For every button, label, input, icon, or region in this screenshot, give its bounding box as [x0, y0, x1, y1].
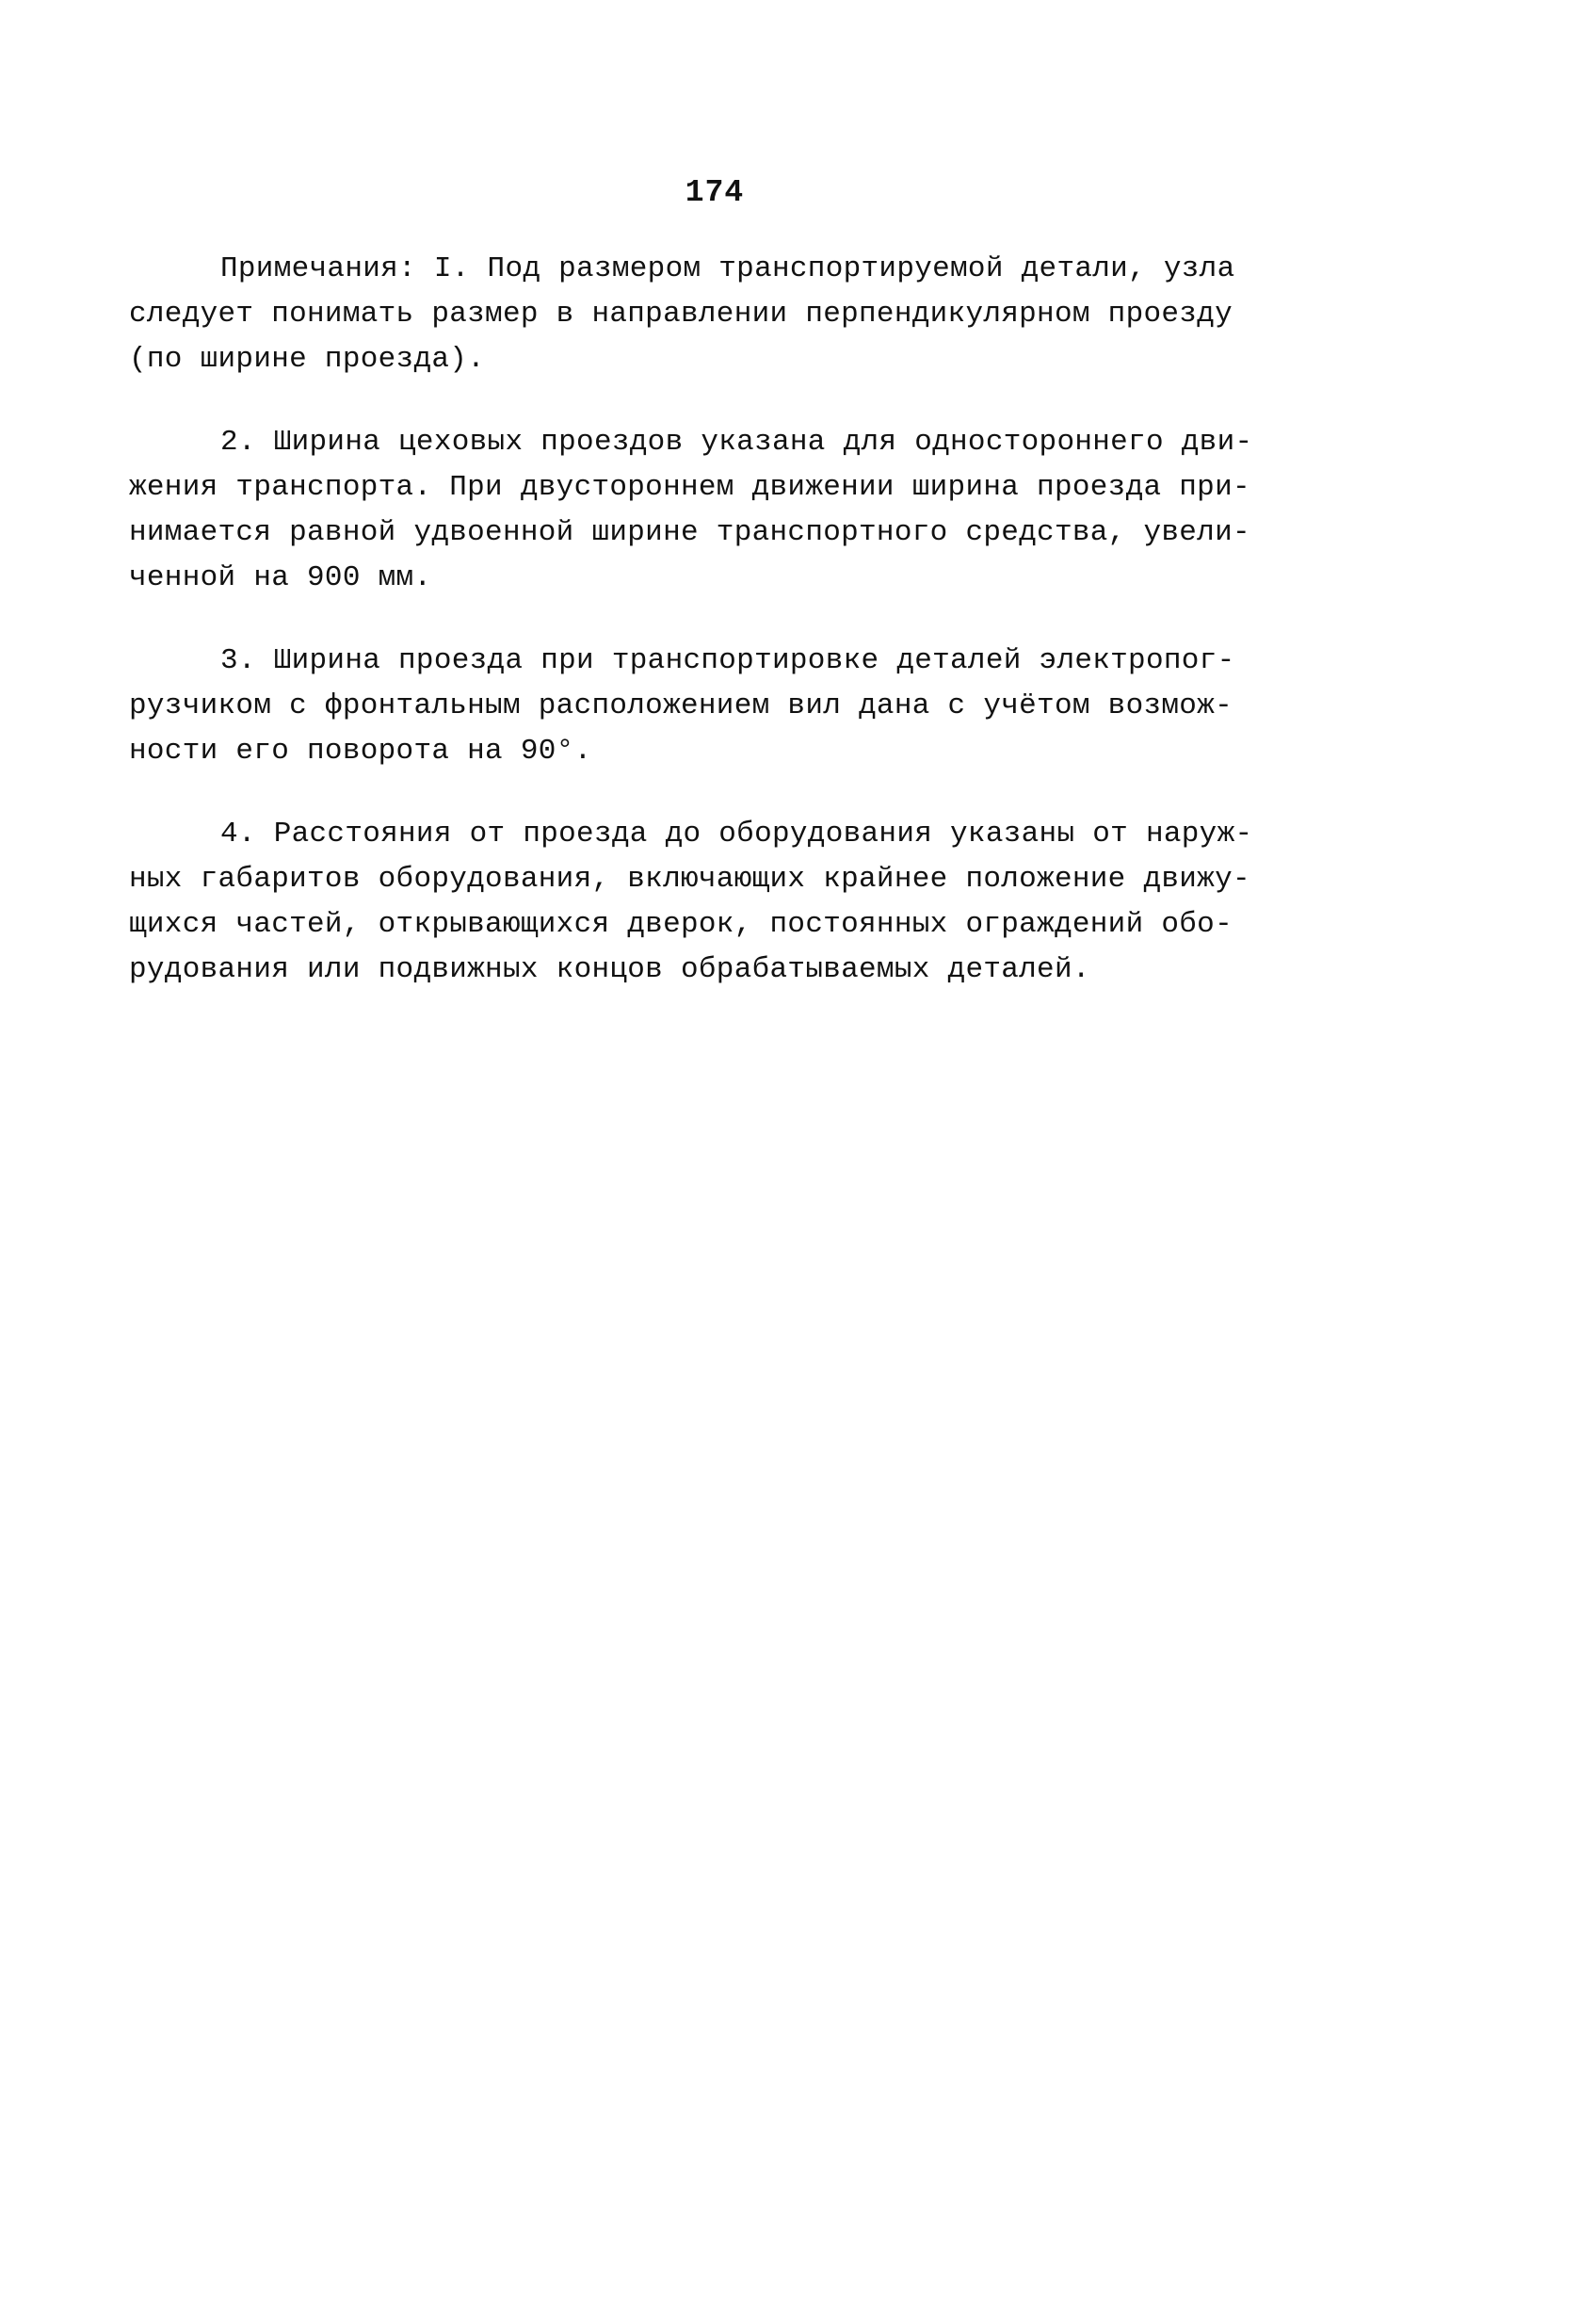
notes-section [129, 247, 1285, 1030]
note-2-line-2: жения транспорта. При двустороннем движении ширина проезда при- [129, 471, 1250, 504]
note-4-line-2: ных габаритов оборудования, включающих крайнее положение движу- [129, 863, 1250, 896]
note-2-line-3: нимается равной удвоенной ширине транспортного средства, увели- [129, 516, 1250, 549]
note-4-line-3: щихся частей, открывающихся дверок, постоянных ограждений обо- [129, 908, 1233, 941]
note-4-line-1: 4. Расстояния от проезда до оборудования указаны от наруж- [220, 818, 1253, 851]
note-1 [129, 247, 1285, 382]
note-3-line-3: ности его поворота на 90°. [129, 735, 592, 768]
note-4 [129, 812, 1285, 993]
note-1-line-3: (по ширине проезда). [129, 343, 486, 376]
note-3 [129, 639, 1285, 774]
note-3-line-1: 3. Ширина проезда при транспортировке деталей электропог- [220, 644, 1235, 677]
note-2-line-1: 2. Ширина цеховых проездов указана для одностороннего дви- [220, 426, 1253, 459]
note-2-line-4: ченной на 900 мм. [129, 561, 432, 594]
note-3-line-2: рузчиком с фронтальным расположением вил дана с учётом возмож- [129, 689, 1233, 722]
note-1-line-1: Примечания: I. Под размером транспортируемой детали, узла [220, 252, 1235, 285]
note-2 [129, 420, 1285, 601]
page-number: 174 [685, 175, 745, 210]
note-1-line-2: следует понимать размер в направлении перпендикулярном проезду [129, 298, 1233, 331]
note-4-line-4: рудования или подвижных концов обрабатываемых деталей. [129, 953, 1090, 986]
